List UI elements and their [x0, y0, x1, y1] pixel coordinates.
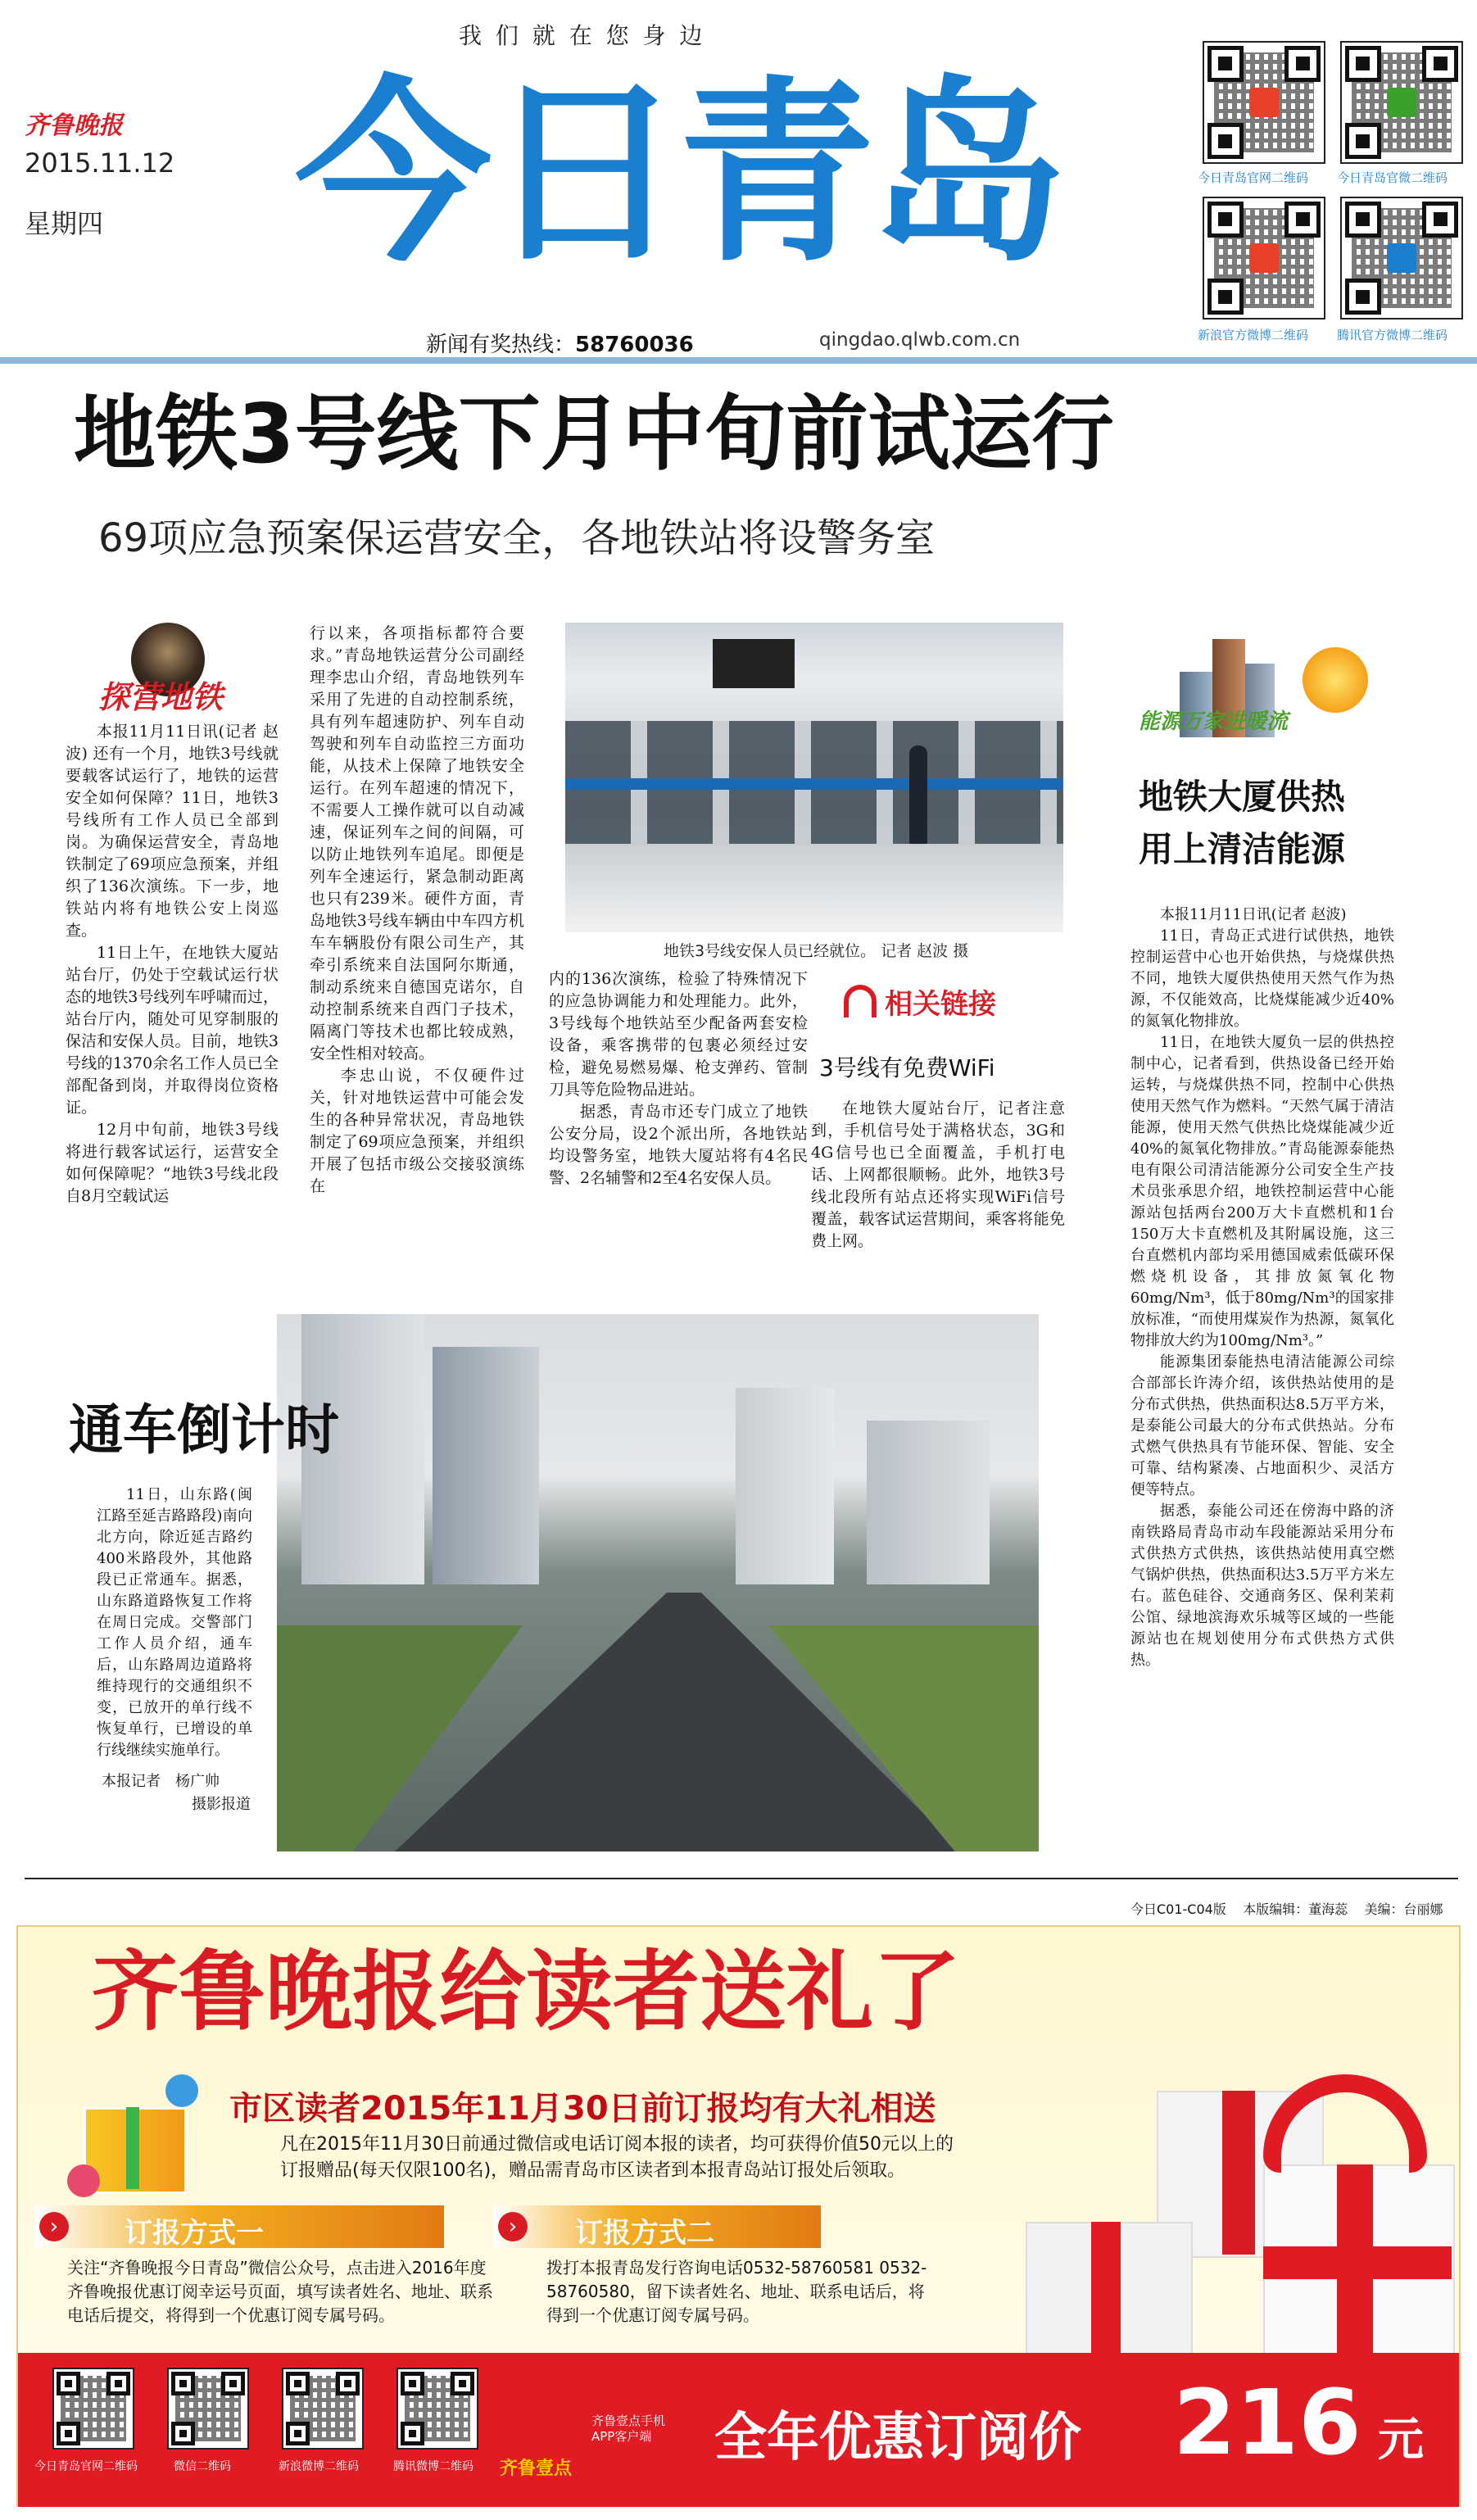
- energy-headline-2: 用上清洁能源: [1139, 829, 1346, 869]
- hotline: [426, 328, 694, 358]
- related-link-body: 在地铁大厦站台厅，记者注意到，手机信号处于满格状态，3G和4G信号也已全面覆盖，手机打电话、上网都很顺畅。此外，地铁3号线北段所有站点还将实现WiFi信号覆盖，载客试运营期间，乘客将能免费上网。: [811, 1099, 1065, 1250]
- traffic-body: 11日，山东路(闽江路至延吉路路段)南向北方向，除近延吉路约400米路段外，其他路段已正常通车。据悉，山东路道路恢复工作将在周日完成。交警部门工作人员介绍，通车后，山东路周边道路将维持现行的交通组织不变，已放开的单行线不恢复单行，已增设的单行线继续实施单行。: [97, 1486, 252, 1759]
- issue-weekday: 星期四: [25, 208, 104, 239]
- app-caption: 齐鲁壹点手机APP客户端: [591, 2413, 666, 2444]
- hotline-number: 58760036: [575, 333, 694, 357]
- footer-designer: 美编：台丽娜: [1364, 1901, 1443, 1917]
- masthead-slogan: 我 们 就 在 您 身 边: [459, 22, 706, 49]
- link-icon: [844, 985, 877, 1018]
- ad-intro: 凡在2015年11月30日前通过微信或电话订阅本报的读者，均可获得价值50元以上的订报赠品(每天仅限100名)，赠品需青岛市区读者到本报青岛站订报处后领取。: [280, 2134, 954, 2181]
- related-link-title: 3号线有免费WiFi: [819, 1054, 995, 1081]
- chevron-right-icon: ›: [39, 2212, 69, 2241]
- lead-column-1: 本报11月11日讯(记者 赵波) 还有一个月，地铁3号线就要载客试运行了，地铁的运营安全如何保障？11日，地铁3号线所有工作人员已全部到岗。为确保运营安全，青岛地铁制定了69项应急预案，并组织了136次演练。下一步，地铁站内将有地铁公安上岗巡查。 11日上午，在地铁大厦站站台厅，仍处于空载试运行状态的地铁3号线列车呼啸而过，站台厅内，随处可见穿制服的保洁和安保人员。目前，地铁3号线的1370余名工作人员已全部配备到岗，并取得岗位资格证。 12月中旬前，地铁3号线将进行载客试运行，运营安全如何保障呢？“地铁3号线北段自8月空载试运: [66, 723, 279, 1205]
- metro-photo-caption: 地铁3号线安保人员已经就位。 记者 赵波 摄: [664, 942, 969, 960]
- brand-small-logo: 齐鲁晚报: [25, 111, 123, 140]
- traffic-credit-2: 摄影报道: [192, 1796, 251, 1813]
- road-photo: [277, 1314, 1039, 1851]
- hotline-label: 新闻有奖热线：: [426, 333, 576, 357]
- energy-headline-1: 地铁大厦供热: [1139, 777, 1346, 817]
- ad-subhead: 市区读者2015年11月30日前订报均有大礼相送: [229, 2090, 936, 2128]
- lead-subhead: 69项应急预案保运营安全，各地铁站将设警务室: [98, 515, 936, 561]
- qr-sina[interactable]: [1203, 197, 1325, 320]
- qr-wechat[interactable]: [1340, 41, 1463, 164]
- lead-headline: 地铁3号线下月中旬前试运行: [74, 386, 1114, 482]
- qr-tencent[interactable]: [1340, 197, 1463, 320]
- method-2-label-bar: › 订报方式二: [493, 2205, 821, 2248]
- ad-bottom-band: [18, 2353, 1459, 2507]
- price-value: 216: [1173, 2370, 1361, 2475]
- energy-banner: 能源万家进暖流: [1139, 709, 1289, 734]
- masthead-rule: [0, 357, 1477, 364]
- masthead: [0, 0, 1477, 365]
- traffic-headline: 通车倒计时: [69, 1398, 339, 1462]
- footer-pages: 今日C01-C04版: [1130, 1901, 1226, 1917]
- qr-ad-caption: 腾讯微博二维码: [393, 2460, 473, 2473]
- issue-date: 2015.11.12: [25, 147, 175, 179]
- lead-column-3: 内的136次演练，检验了特殊情况下的应急协调能力和处理能力。此外，3号线每个地铁站至少配备两套安检设备，乘客携带的包裹必须经过安检，避免易燃易爆、枪支弹药、管制刀具等危险物品进站。 据悉，青岛市还专门成立了地铁公安分局，设2个派出所，各地铁站均设警务室，地铁大厦站将有4名民警、2名辅警和2至4名安保人员。: [549, 970, 808, 1187]
- related-link-badge: 相关链接: [844, 981, 1016, 1024]
- subway-badge: 探营地铁: [98, 679, 224, 715]
- gift-box-icon: [67, 2074, 198, 2197]
- website: qingdao.qlwb.com.cn: [819, 329, 1021, 351]
- energy-body: 本报11月11日讯(记者 赵波) 11日，青岛正式进行试供热，地铁控制运营中心也开始供热，与烧煤供热不同，地铁大厦供热使用天然气作为热源，不仅能效高，比烧煤能减少近40%的氮氧化物排放。 11日，在地铁大厦负一层的供热控制中心，记者看到，供热设备已经开始运转，与烧煤供热不同，控制中心供热使用天然气作为燃料。“天然气属于清洁能源，使用天然气供热比烧煤能减少近40%的氮氧化物排放。”青岛能源泰能热电有限公司清洁能源分公司安全生产技术员张承思介绍，地铁控制运营中心能源站包括两台200万大卡直燃机和1台150万大卡直燃机及其附属设施，这三台直燃机内部均采用德国威索低碳环保燃烧机设备，其排放氮氧化物60mg/Nm³，低于80mg/Nm³的国家排放标准，“而使用煤炭作为热源，氮氧化物排放大约为100mg/Nm³。” 能源集团泰能热电清洁能源公司综合部部长许涛介绍，该供热站使用的是分布式供热，供热面积达8.5万平方米，是泰能公司最大的分布式供热站。分布式燃气供热具有节能环保、智能、安全可靠、结构紧凑、占地面积少、灵活方便等特点。 据悉，泰能公司还在傍海中路的济南铁路局青岛市动车段能源站采用分布式供热方式供热，该供热站使用真空燃气锅炉供热，供热面积达3.5万平方米左右。蓝色硅谷、交通商务区、保利茉莉公馆、绿地滨海欢乐城等区域的一些能源站也在规划使用分布式供热方式供热。: [1130, 906, 1394, 1669]
- qr-ad-caption: 今日青岛官网二维码: [34, 2460, 138, 2473]
- lead-column-2: 行以来，各项指标都符合要求。”青岛地铁运营分公司副经理李忠山介绍，青岛地铁列车采用了先进的自动控制系统，具有列车超速防护、列车自动驾驶和列车自动监控三方面功能，从技术上保障了地铁安全运行。在列车超速的情况下，不需要人工操作就可以自动减速，保证列车之间的间隔，可以防止地铁列车追尾。即便是列车全速运行，紧急制动距离也只有239米。硬件方面，青岛地铁3号线车辆由中车四方机车车辆股份有限公司生产，其牵引系统来自法国阿尔斯通，制动系统来自德国克诺尔，自动控制系统来自西门子技术，隔离门等技术也都比较成熟，安全性相对较高。 李忠山说，不仅硬件过关，针对地铁运营中可能会发生的各种异常状况，青岛地铁制定了69项应急预案，并组织开展了包括市级公交接驳演练在: [310, 624, 524, 1195]
- metro-platform-photo: [565, 623, 1063, 932]
- qr-ad-wechat[interactable]: [167, 2368, 249, 2450]
- qr-ad-tencent[interactable]: [396, 2368, 478, 2450]
- qr-ad-caption: 微信二维码: [174, 2460, 231, 2473]
- qr-caption: 今日青岛官网二维码: [1198, 170, 1309, 185]
- sun-icon: [1303, 647, 1368, 713]
- qr-ad-caption: 新浪微博二维码: [279, 2460, 359, 2473]
- masthead-title: 今日青岛: [295, 59, 1062, 288]
- footer-editor: 本版编辑：董海蕊: [1243, 1901, 1348, 1917]
- subscription-ad: [16, 1925, 1461, 2507]
- traffic-credit-1: 本报记者 杨广帅: [102, 1773, 220, 1790]
- qr-ad-website[interactable]: [52, 2368, 134, 2450]
- qr-ad-sina[interactable]: [282, 2368, 364, 2450]
- qr-caption: 腾讯官方微博二维码: [1337, 328, 1448, 342]
- qr-caption: 今日青岛官微二维码: [1337, 170, 1448, 185]
- price-label: 全年优惠订阅价: [714, 2408, 1081, 2468]
- ad-headline: 齐鲁晚报给读者送礼了: [92, 1942, 960, 2042]
- method-1-text: 关注“齐鲁晚报今日青岛”微信公众号，点击进入2016年度齐鲁晚报优惠订阅幸运号页面，填写读者姓名、地址、联系电话后提交，将得到一个优惠订阅专属号码。: [67, 2258, 493, 2325]
- price-unit: 元: [1378, 2413, 1424, 2467]
- chevron-right-icon: ›: [498, 2212, 528, 2241]
- qr-caption: 新浪官方微博二维码: [1198, 328, 1309, 342]
- app-logo[interactable]: 齐鲁壹点: [500, 2459, 573, 2479]
- footer-rule: [25, 1878, 1458, 1879]
- gift-ribbon-illustration: [993, 1976, 1452, 2386]
- qr-website[interactable]: [1203, 41, 1325, 164]
- footer-credits: [1130, 1899, 1443, 1918]
- method-2-text: 拨打本报青岛发行咨询电话0532-58760581 0532-58760580，留下读者姓名、地址、联系电话后，将得到一个优惠订阅专属号码。: [546, 2258, 927, 2325]
- method-1-label-bar: › 订报方式一: [34, 2205, 444, 2248]
